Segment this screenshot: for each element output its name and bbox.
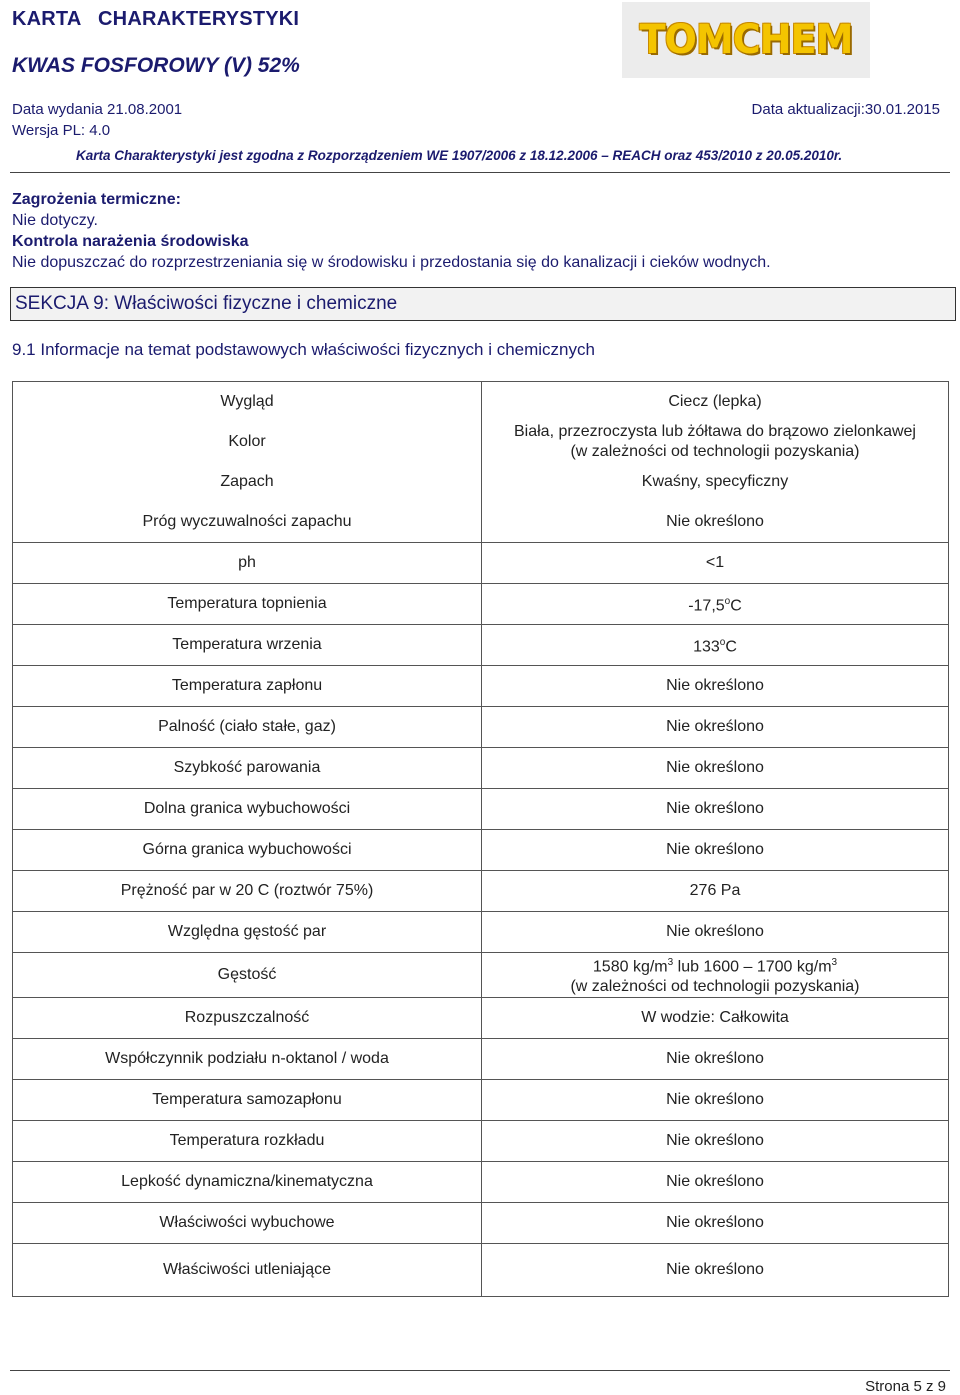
table-row bbox=[13, 1039, 949, 1080]
degree-sup: o bbox=[719, 636, 726, 648]
property-label: Właściwości utleniające bbox=[13, 1244, 482, 1297]
table-row bbox=[13, 462, 949, 502]
table-row bbox=[13, 543, 949, 584]
property-value: Nie określono bbox=[482, 666, 949, 707]
property-value: Kwaśny, specyficzny bbox=[482, 462, 949, 502]
property-label: Temperatura wrzenia bbox=[13, 625, 482, 666]
table-row bbox=[13, 1162, 949, 1203]
unit: C bbox=[725, 638, 737, 656]
table-row bbox=[13, 953, 949, 998]
property-label: Właściwości wybuchowe bbox=[13, 1203, 482, 1244]
cubic-sup: 3 bbox=[831, 957, 838, 968]
update-date: Data aktualizacji:30.01.2015 bbox=[751, 101, 940, 118]
property-label: Palność (ciało stałe, gaz) bbox=[13, 707, 482, 748]
table-row bbox=[13, 871, 949, 912]
environment-control-heading: Kontrola narażenia środowiska bbox=[12, 233, 249, 250]
property-label: Dolna granica wybuchowości bbox=[13, 789, 482, 830]
property-value bbox=[482, 625, 949, 666]
melting-point-value: -17,5 bbox=[688, 597, 725, 615]
property-value: Nie określono bbox=[482, 748, 949, 789]
table-row bbox=[13, 382, 949, 423]
property-value: Nie określono bbox=[482, 789, 949, 830]
table-row bbox=[13, 502, 949, 543]
property-value bbox=[482, 584, 949, 625]
table-row bbox=[13, 748, 949, 789]
property-value: Nie określono bbox=[482, 912, 949, 953]
property-value bbox=[482, 422, 949, 462]
thermal-hazards-heading: Zagrożenia termiczne: bbox=[12, 191, 181, 208]
property-value: <1 bbox=[482, 543, 949, 584]
color-value-line1: Biała, przezroczysta lub żółtawa do brązowo zielonkawej bbox=[514, 423, 916, 440]
density-value-line2: (w zależności od technologii pozyskania) bbox=[570, 978, 860, 996]
density-value-b: lub 1600 – 1700 kg/m bbox=[673, 958, 832, 976]
unit: C bbox=[730, 597, 742, 615]
section-9-title: SEKCJA 9: Właściwości fizyczne i chemiczne bbox=[10, 287, 956, 321]
table-row bbox=[13, 422, 949, 462]
property-label: Względna gęstość par bbox=[13, 912, 482, 953]
property-label: Współczynnik podziału n-oktanol / woda bbox=[13, 1039, 482, 1080]
table-row bbox=[13, 707, 949, 748]
cubic-sup: 3 bbox=[667, 957, 674, 968]
company-logo bbox=[622, 2, 870, 78]
product-name: KWAS FOSFOROWY (V) 52% bbox=[12, 54, 300, 77]
thermal-hazards-text: Nie dotyczy. bbox=[12, 212, 98, 229]
property-value: Nie określono bbox=[482, 1203, 949, 1244]
property-label: Wygląd bbox=[13, 382, 482, 423]
property-label: Rozpuszczalność bbox=[13, 998, 482, 1039]
property-label: Zapach bbox=[13, 462, 482, 502]
document-type-title: KARTA CHARAKTERYSTYKI bbox=[12, 8, 300, 30]
property-value: W wodzie: Całkowita bbox=[482, 998, 949, 1039]
property-label: Temperatura samozapłonu bbox=[13, 1080, 482, 1121]
properties-table bbox=[12, 381, 949, 1297]
property-value: Nie określono bbox=[482, 1080, 949, 1121]
density-value-a: 1580 kg/m bbox=[592, 958, 668, 976]
property-value: Nie określono bbox=[482, 1162, 949, 1203]
table-row bbox=[13, 625, 949, 666]
footer-divider bbox=[10, 1370, 950, 1371]
property-label: Temperatura zapłonu bbox=[13, 666, 482, 707]
table-row bbox=[13, 1121, 949, 1162]
table-row bbox=[13, 666, 949, 707]
compliance-note: Karta Charakterystyki jest zgodna z Rozporządzeniem WE 1907/2006 z 18.12.2006 – REACH oraz 453/2010 z 20.05.2010r. bbox=[76, 148, 843, 163]
degree-sup: o bbox=[724, 595, 731, 607]
table-row bbox=[13, 830, 949, 871]
property-label: Lepkość dynamiczna/kinematyczna bbox=[13, 1162, 482, 1203]
table-row bbox=[13, 584, 949, 625]
property-value: Ciecz (lepka) bbox=[482, 382, 949, 423]
property-label: Górna granica wybuchowości bbox=[13, 830, 482, 871]
property-label: Kolor bbox=[13, 422, 482, 462]
property-value: Nie określono bbox=[482, 1039, 949, 1080]
property-label: Prężność par w 20 C (roztwór 75%) bbox=[13, 871, 482, 912]
property-value: Nie określono bbox=[482, 707, 949, 748]
header-divider bbox=[10, 172, 950, 173]
subsection-9-1-title: 9.1 Informacje na temat podstawowych właściwości fizycznych i chemicznych bbox=[12, 340, 595, 359]
environment-control-text: Nie dopuszczać do rozprzestrzeniania się w środowisku i przedostania się do kanalizacji i cieków wodnych. bbox=[12, 254, 771, 271]
property-label: Szybkość parowania bbox=[13, 748, 482, 789]
property-label: Temperatura topnienia bbox=[13, 584, 482, 625]
color-value-line2: (w zależności od technologii pozyskania) bbox=[570, 443, 860, 460]
table-row bbox=[13, 1244, 949, 1297]
table-row bbox=[13, 789, 949, 830]
boiling-point-value: 133 bbox=[693, 638, 720, 656]
property-value: Nie określono bbox=[482, 1121, 949, 1162]
property-value: Nie określono bbox=[482, 830, 949, 871]
version: Wersja PL: 4.0 bbox=[12, 122, 111, 139]
property-label: Gęstość bbox=[13, 953, 482, 998]
issue-date: Data wydania 21.08.2001 bbox=[12, 101, 183, 118]
page-number: Strona 5 z 9 bbox=[865, 1378, 946, 1395]
density-value-line1 bbox=[482, 953, 948, 977]
table-row bbox=[13, 998, 949, 1039]
table-row bbox=[13, 1203, 949, 1244]
property-value: 276 Pa bbox=[482, 871, 949, 912]
property-value: Nie określono bbox=[482, 1244, 949, 1297]
company-logo-text: TOMCHEM bbox=[639, 17, 853, 63]
property-label: ph bbox=[13, 543, 482, 584]
table-row bbox=[13, 912, 949, 953]
property-value bbox=[482, 953, 949, 998]
property-value: Nie określono bbox=[482, 502, 949, 543]
property-label: Temperatura rozkładu bbox=[13, 1121, 482, 1162]
property-label: Próg wyczuwalności zapachu bbox=[13, 502, 482, 543]
table-row bbox=[13, 1080, 949, 1121]
